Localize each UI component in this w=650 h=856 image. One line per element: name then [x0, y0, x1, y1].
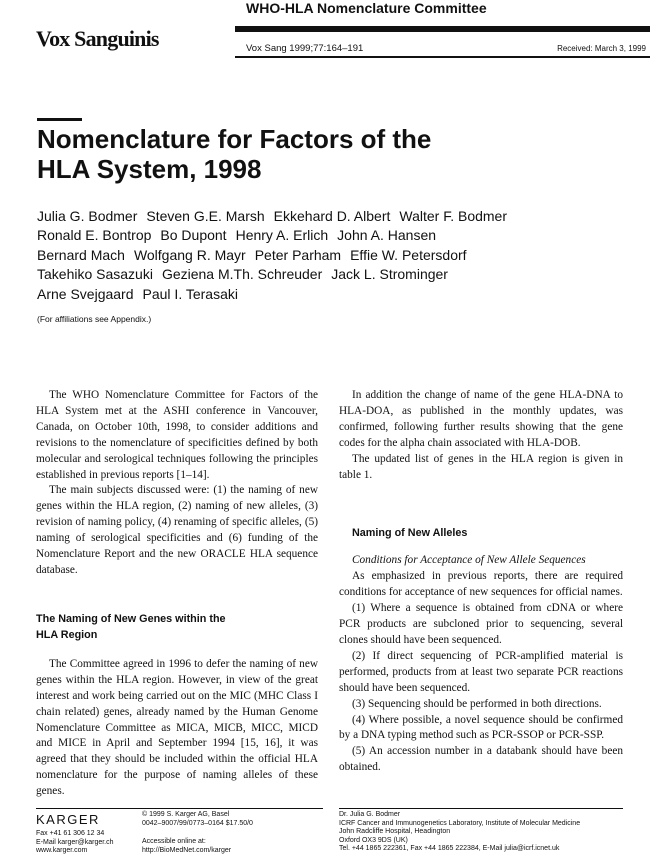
author-line	[37, 285, 597, 304]
paragraph: The WHO Nomenclature Committee for Factors of the HLA System met at the ASHI conference in Vancouver, Canada, on October 10th, 1998, to consider additions and revisions to the nomenclature of specificities defined by both molecular and serological techniques following the principles established in previous reports [1–14].	[36, 389, 318, 481]
header-rule-thin	[235, 56, 650, 58]
section-heading: Naming of New Alleles	[352, 527, 468, 540]
spacer	[36, 643, 318, 657]
condition-item: (5) An accession number in a databank should have been obtained.	[339, 745, 623, 774]
author: Arne Svejgaard	[37, 285, 134, 302]
author: Takehiko Sasazuki	[37, 266, 153, 283]
contact-hospital: John Radcliffe Hospital, Headington	[339, 828, 451, 835]
author-line	[37, 207, 597, 226]
contact-city: Oxford OX3 9DS (UK)	[339, 836, 408, 844]
footer-rule	[339, 808, 623, 809]
publisher-contact	[36, 830, 114, 856]
author: Geziena M.Th. Schreuder	[161, 266, 323, 283]
subsection-heading: Conditions for Acceptance of New Allele Sequences	[352, 554, 586, 567]
copyright-block	[142, 811, 253, 828]
online-url[interactable]: http://BioMedNet.com/karger	[142, 846, 232, 854]
contact-name: Dr. Julia G. Bodmer	[339, 811, 401, 818]
spacer	[339, 541, 623, 553]
author: Bernard Mach	[37, 246, 125, 263]
author-line	[37, 226, 597, 245]
correspondence-address	[339, 811, 580, 854]
online-access	[142, 838, 231, 855]
paragraph: The updated list of genes in the HLA region is given in table 1.	[339, 452, 623, 481]
paper-title	[37, 124, 537, 184]
title-rule	[37, 118, 82, 121]
section-heading	[36, 611, 318, 643]
author: Ekkehard D. Albert	[273, 208, 391, 224]
journal-name: Vox Sanguinis	[36, 26, 159, 51]
paragraph: As emphasized in previous reports, there are required conditions for acceptance of new sequences for official names.	[339, 570, 623, 599]
publisher-email[interactable]: E-Mail karger@karger.ch	[36, 838, 114, 846]
header-rule-thick	[235, 26, 650, 32]
heading-line: HLA Region	[36, 628, 98, 641]
title-line-1: Nomenclature for Factors of the	[37, 124, 432, 154]
issn: 0042–9007/99/0773–0164 $17.50/0	[142, 819, 253, 827]
author: Jack L. Strominger	[331, 266, 448, 283]
author: Walter F. Bodmer	[399, 208, 508, 224]
spacer	[36, 579, 318, 611]
author-line	[37, 265, 597, 284]
author-line	[37, 246, 597, 265]
author: Peter Parham	[254, 246, 342, 263]
contact-lab: ICRF Cancer and Immunogenetics Laboratory, Institute of Molecular Medicine	[339, 819, 581, 827]
condition-item: (3) Sequencing should be performed in both directions.	[352, 697, 602, 710]
right-column	[339, 388, 623, 776]
author: Effie W. Petersdorf	[350, 246, 467, 263]
author: Julia G. Bodmer	[37, 208, 138, 224]
author: Wolfgang R. Mayr	[133, 246, 246, 263]
citation: Vox Sang 1999;77:164–191	[246, 43, 364, 54]
paragraph: The main subjects discussed were: (1) the naming of new genes within the HLA region, (2) naming of new alleles, (3) revision of naming policy, (4) renaming of specific alleles, (5) naming of serological specificities and (6) funding of the Nomenclature Report and the new ORACLE HLA sequence database.	[36, 484, 318, 576]
received-date: Received: March 3, 1999	[557, 44, 646, 53]
paragraph: In addition the change of name of the gene HLA-DNA to HLA-DOA, as published in the monthly updates, was confirmed, following further results showing that the gene codes for the alpha chain associated with HLA-DOB.	[339, 389, 623, 449]
author-list	[37, 207, 597, 304]
author: Bo Dupont	[160, 227, 227, 244]
contact-tel: Tel. +44 1865 222361, Fax +44 1865 222384, E-Mail julia@icrf.icnet.uk	[339, 845, 560, 852]
publisher-fax: Fax +41 61 306 12 34	[36, 830, 105, 837]
author: Steven G.E. Marsh	[146, 208, 265, 224]
title-line-2: HLA System, 1998	[37, 154, 262, 184]
publisher-logo: KARGER	[36, 812, 100, 827]
copyright: © 1999 S. Karger AG, Basel	[142, 811, 230, 818]
condition-item: (1) Where a sequence is obtained from cDNA or where PCR products are subcloned prior to sequencing, several clones should have been sequenced.	[339, 602, 623, 646]
author: Henry A. Erlich	[235, 227, 329, 244]
left-column	[36, 388, 318, 800]
publisher-website[interactable]: www.karger.com	[36, 847, 88, 854]
affiliation-note: (For affiliations see Appendix.)	[37, 314, 152, 324]
condition-item: (2) If direct sequencing of PCR-amplified material is performed, products from at least two separate PCR reactions should have been sequenced.	[339, 649, 623, 694]
heading-line: The Naming of New Genes within the	[36, 612, 226, 625]
author: John A. Hansen	[337, 227, 437, 244]
online-label: Accessible online at:	[142, 838, 206, 845]
spacer	[339, 483, 623, 525]
author: Ronald E. Bontrop	[37, 227, 152, 244]
paragraph: The Committee agreed in 1996 to defer the naming of new genes within the HLA region. However, in view of the great interest and work being carried out on the MIC (MHC Class I chain related) genes, already named by the Human Genome Nomenclature Committee as MICA, MICB, MICC, MICD and MICE in April and September 1994 [15, 16], it was agreed that they should be included within the official HLA nomenclature for the purpose of naming alleles of these genes.	[36, 657, 318, 798]
author: Paul I. Terasaki	[142, 285, 238, 302]
committee-header: WHO-HLA Nomenclature Committee	[246, 0, 487, 16]
condition-item: (4) Where possible, a novel sequence should be confirmed by a DNA typing method such as PCR-SSOP or PCR-SSP.	[339, 713, 623, 742]
footer-rule	[36, 808, 323, 809]
